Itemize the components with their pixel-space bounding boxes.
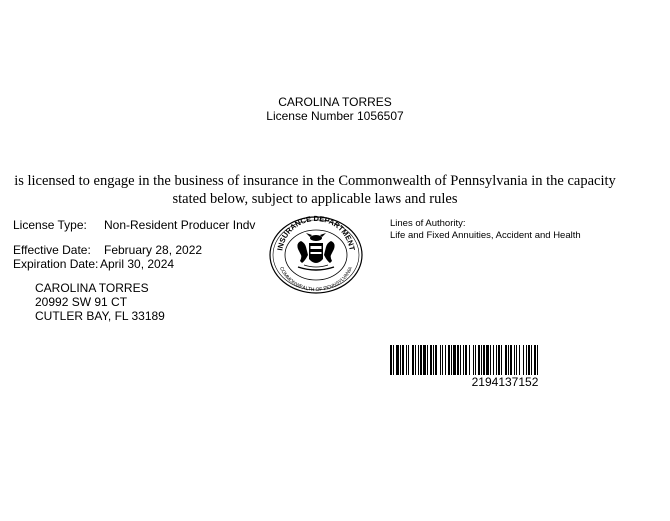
coat-of-arms-icon: [297, 233, 334, 270]
address-city-state-zip: CUTLER BAY, FL 33189: [35, 309, 165, 323]
expiration-date-label: Expiration Date:: [13, 257, 99, 271]
effective-date-label: Effective Date:: [13, 243, 91, 257]
license-holder-block: [0, 95, 670, 123]
statement-line-1: is licensed to engage in the business of insurance in the Commonwealth of Pennsylvania in the capacity: [14, 173, 616, 189]
mailing-address: [35, 281, 165, 323]
license-type-value: Non-Resident Producer Indv: [104, 218, 256, 232]
lines-of-authority: [390, 218, 581, 242]
seal-bottom-text: COMMONWEALTH OF PENNSYLVANIA: [278, 266, 354, 294]
license-statement: [0, 172, 630, 208]
seal-top-text: INSURANCE DEPARTMENT: [275, 215, 357, 252]
license-type-label: License Type:: [13, 218, 87, 232]
pennsylvania-insurance-seal: [268, 215, 364, 295]
effective-date-row: [13, 243, 202, 257]
expiration-date-row: [13, 257, 174, 271]
lines-of-authority-heading: Lines of Authority:: [390, 218, 466, 229]
address-name: CAROLINA TORRES: [35, 281, 149, 295]
statement-line-2: stated below, subject to applicable laws and rules: [172, 191, 458, 207]
barcode-number: 2194137152: [471, 375, 539, 389]
license-number: License Number 1056507: [266, 109, 404, 123]
license-type-row: [13, 218, 255, 232]
expiration-date-value: April 30, 2024: [100, 257, 175, 271]
holder-name: CAROLINA TORRES: [278, 95, 392, 109]
effective-date-value: February 28, 2022: [104, 243, 203, 257]
address-street: 20992 SW 91 CT: [35, 295, 128, 309]
lines-of-authority-value: Life and Fixed Annuities, Accident and Health: [390, 230, 581, 241]
barcode-graphic: [390, 345, 620, 375]
